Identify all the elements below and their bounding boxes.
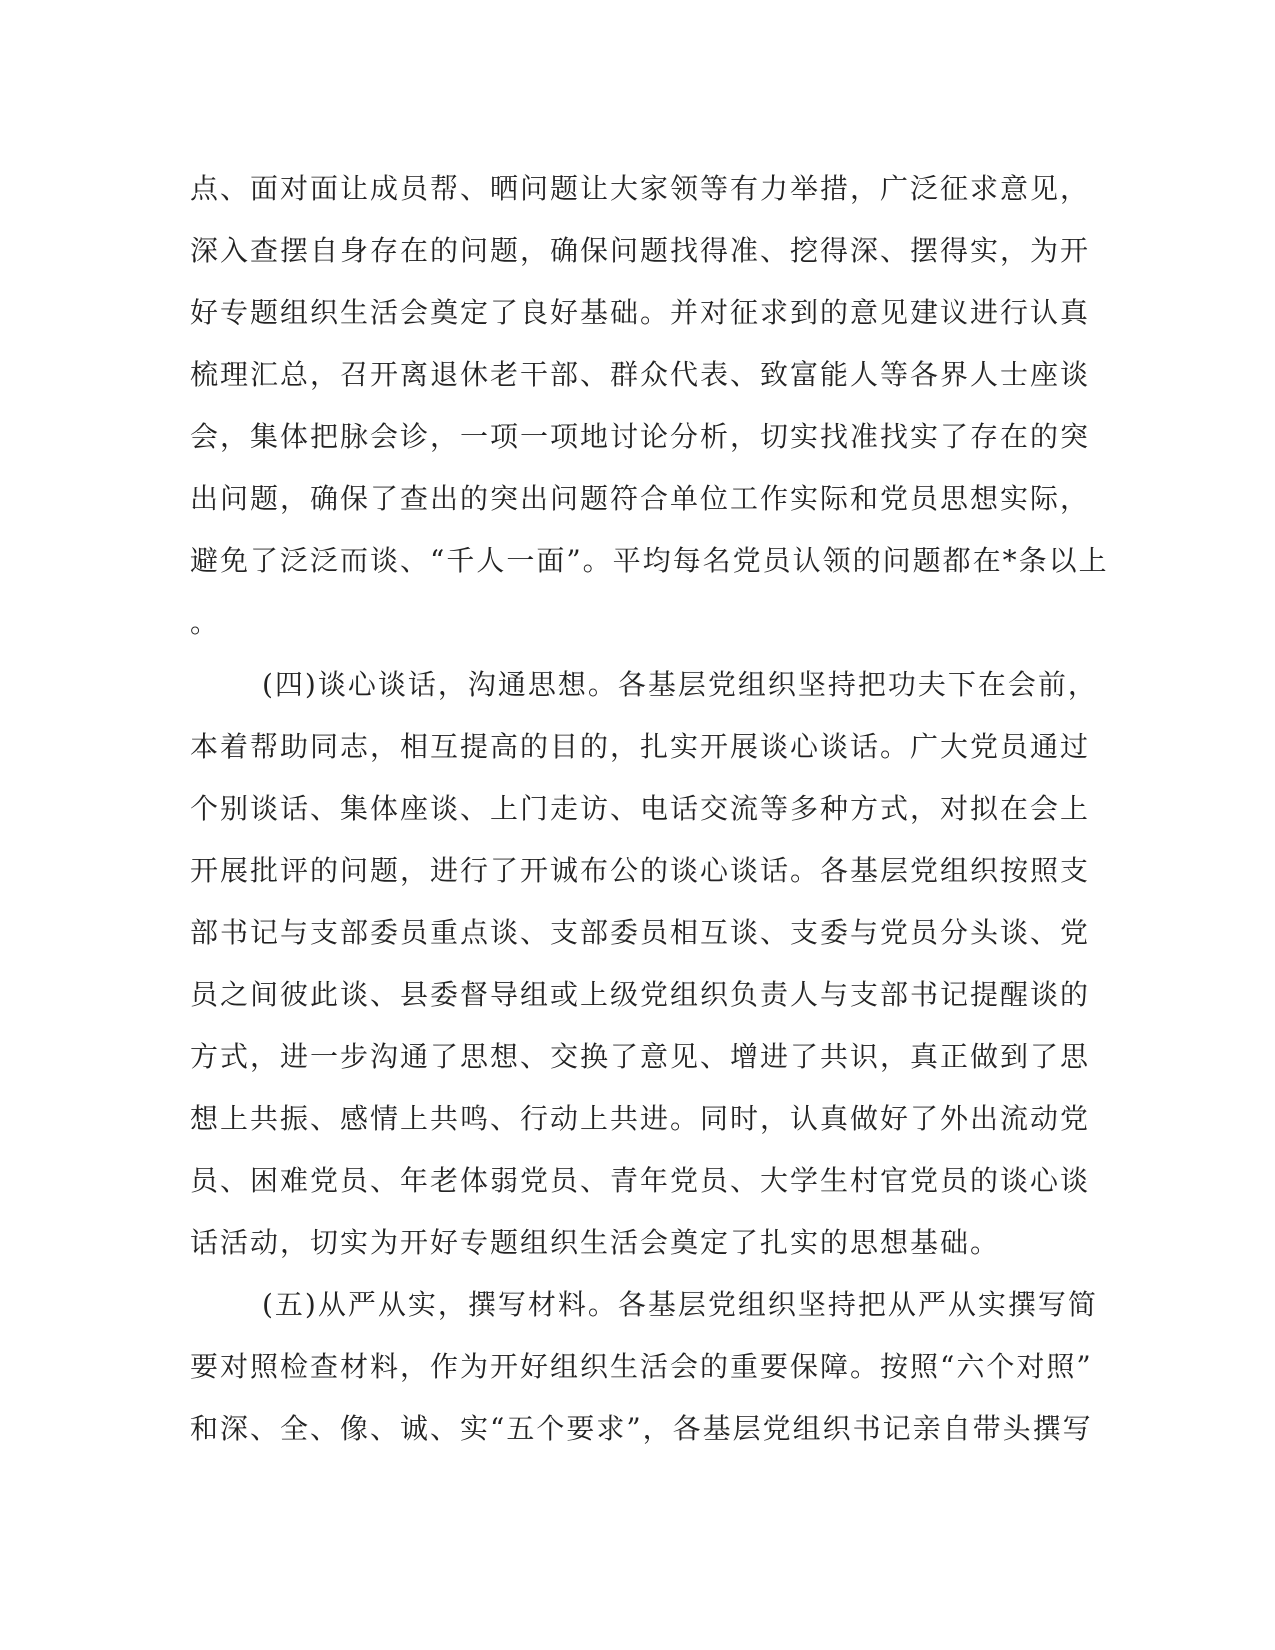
text-line: 和深、全、像、诚、实“五个要求”，各基层党组织书记亲自带头撰写 [190,1412,1093,1445]
text-line: 。 [190,606,221,639]
text-line: (五)从严从实，撰写材料。各基层党组织坚持把从严从实撰写简 [262,1288,1098,1321]
text-line: 个别谈话、集体座谈、上门走访、电话交流等多种方式，对拟在会上 [190,792,1091,825]
paragraph-continued [190,158,1109,654]
paragraph-section-4 [190,654,1098,1274]
paragraph-section-5 [190,1274,1098,1460]
text-line: 点、面对面让成员帮、晒问题让大家领等有力举措，广泛征求意见， [190,172,1091,205]
text-line: 梳理汇总，召开离退休老干部、群众代表、致富能人等各界人士座谈 [190,358,1091,391]
text-line: 要对照检查材料，作为开好组织生活会的重要保障。按照“六个对照” [190,1350,1093,1383]
text-line: 出问题，确保了查出的突出问题符合单位工作实际和党员思想实际， [190,482,1091,515]
text-line: 方式，进一步沟通了思想、交换了意见、增进了共识，真正做到了思 [190,1040,1091,1073]
text-line: 开展批评的问题，进行了开诚布公的谈心谈话。各基层党组织按照支 [190,854,1091,887]
text-line: 深入查摆自身存在的问题，确保问题找得准、挖得深、摆得实，为开 [190,234,1091,267]
text-line: 避免了泛泛而谈、“千人一面”。平均每名党员认领的问题都在*条以上 [190,544,1109,577]
text-line: 好专题组织生活会奠定了良好基础。并对征求到的意见建议进行认真 [190,296,1091,329]
text-line: 会，集体把脉会诊，一项一项地讨论分析，切实找准找实了存在的突 [190,420,1091,453]
text-line: 想上共振、感情上共鸣、行动上共进。同时，认真做好了外出流动党 [190,1102,1091,1135]
text-line: (四)谈心谈话，沟通思想。各基层党组织坚持把功夫下在会前， [262,668,1098,701]
text-line: 部书记与支部委员重点谈、支部委员相互谈、支委与党员分头谈、党 [190,916,1091,949]
text-line: 员之间彼此谈、县委督导组或上级党组织负责人与支部书记提醒谈的 [190,978,1091,1011]
text-line: 话活动，切实为开好专题组织生活会奠定了扎实的思想基础。 [190,1226,1001,1259]
text-line: 本着帮助同志，相互提高的目的，扎实开展谈心谈话。广大党员通过 [190,730,1091,763]
document-body [190,158,1109,1460]
text-line: 员、困难党员、年老体弱党员、青年党员、大学生村官党员的谈心谈 [190,1164,1091,1197]
